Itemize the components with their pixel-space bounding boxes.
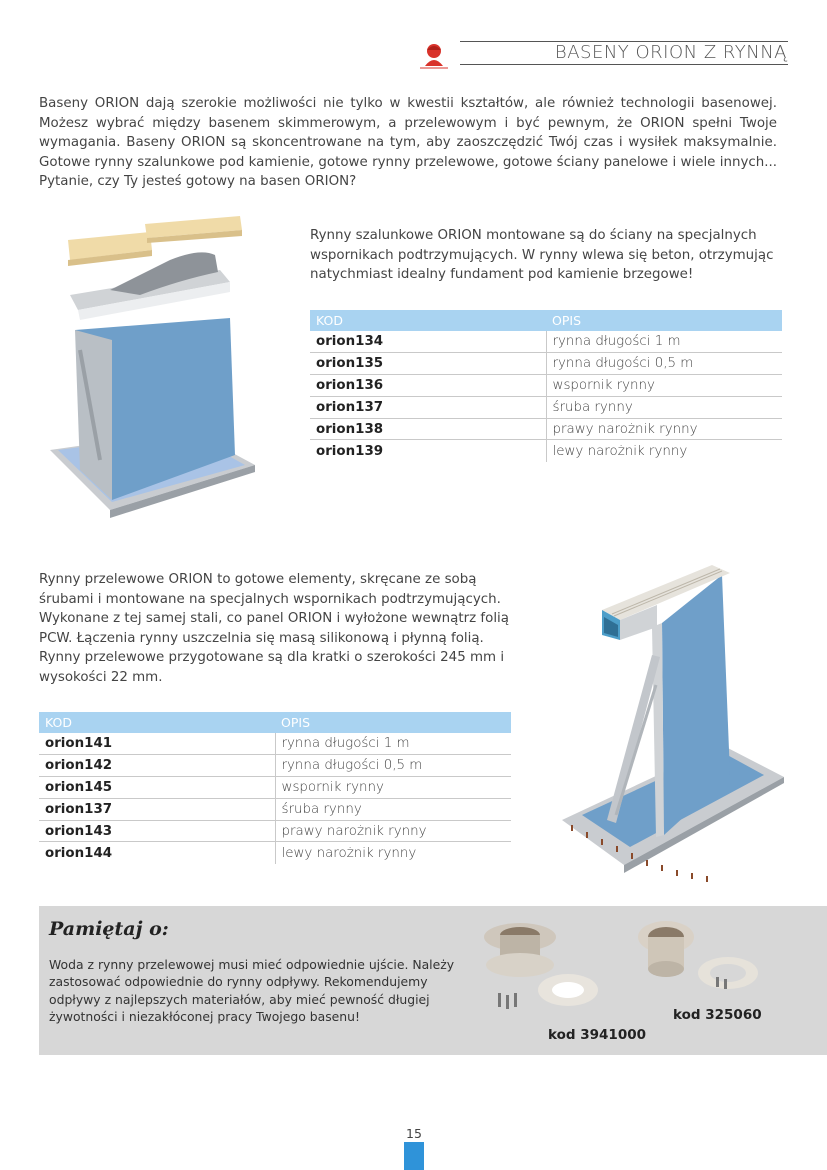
column-header-code: KOD <box>39 712 275 733</box>
drain-fitting-image <box>478 915 600 1023</box>
table-row <box>310 331 782 353</box>
product-code: orion139 <box>316 443 384 459</box>
product-code-325060: kod 325060 <box>673 1007 762 1023</box>
product-code: orion137 <box>39 798 275 820</box>
table-header-row <box>39 712 511 733</box>
formwork-gutter-description: Rynny szalunkowe ORION montowane są do ściany na specjalnych wspornikach podtrzymujących. W rynny wlewa się beton, otrzymując natychmiast idealny fundament pod kamienie brzegowe! <box>310 228 774 282</box>
table-row <box>310 418 782 440</box>
product-description: lewy narożnik rynny <box>275 842 511 864</box>
table-row <box>310 353 782 375</box>
product-code: orion135 <box>310 353 546 375</box>
product-description: rynna długości 1 m <box>546 331 782 353</box>
product-description: prawy narożnik rynny <box>546 418 782 440</box>
intro-paragraph: Baseny ORION dają szerokie możliwości nie tylko w kwestii kształtów, ale również technologii basenowej. Możesz wybrać między basenem skimmerowym, a przelewowym i być pewnym, że ORION spełni Twoje wymagania. Baseny ORION są skoncentrowane na tym, aby zaoszczędzić Twój czas i wysiłek maksymalnie. Gotowe rynny szalunkowe pod kamienie, gotowe rynny przelewowe, gotowe ściany panelowe i wiele innych... Pytanie, czy Ty jesteś gotowy na basen ORION? <box>39 96 777 189</box>
column-header-description: OPIS <box>275 712 511 733</box>
table-row <box>39 798 511 820</box>
product-code: orion143 <box>39 820 275 842</box>
overflow-gutter-image <box>552 565 790 885</box>
product-description: rynna długości 0,5 m <box>275 755 511 777</box>
product-description: rynna długości 1 m <box>275 733 511 755</box>
product-code: orion138 <box>310 418 546 440</box>
column-header-code: KOD <box>310 310 546 331</box>
product-code: orion145 <box>39 777 275 799</box>
product-description: śruba rynny <box>275 798 511 820</box>
formwork-gutter-table <box>310 310 782 462</box>
table-row <box>310 375 782 397</box>
product-code: orion142 <box>39 755 275 777</box>
table-row <box>39 820 511 842</box>
table-row <box>39 777 511 799</box>
page-title: BASENY ORION Z RYNNĄ <box>554 42 787 63</box>
product-code: orion134 <box>310 331 546 353</box>
product-description: lewy narożnik rynny <box>546 440 782 462</box>
column-header-description: OPIS <box>546 310 782 331</box>
drain-fitting-image <box>632 915 764 1005</box>
table-row <box>39 842 511 864</box>
reminder-text: Woda z rynny przelewowej musi mieć odpowiednie ujście. Należy zastosować odpowiednie do rynny odpływy. Rekomendujemy odpływy z najlepszych materiałów, aby mieć pewność długiej żywotności i niezakłóconej pracy Twojego basenu! <box>49 957 455 1025</box>
product-code-3941000: kod 3941000 <box>548 1027 647 1043</box>
overflow-gutter-description: Rynny przelewowe ORION to gotowe elementy, skręcane ze sobą śrubami i montowane na specjalnych wspornikach podtrzymujących. Wykonane z tej samej stali, co panel ORION i wyłożone wewnątrz folią PCW. Łączenia rynny uszczelnia się masą silikonową i płynną folią. Rynny przelewowe przygotowane są dla kratki o szerokości 245 mm i wysokości 22 mm. <box>39 572 509 685</box>
product-description: wspornik rynny <box>275 777 511 799</box>
product-code: orion141 <box>39 733 275 755</box>
product-code: orion144 <box>45 845 113 861</box>
page-number: 15 <box>406 1126 422 1141</box>
reminder-title: Pamiętaj o: <box>49 918 169 940</box>
product-description: wspornik rynny <box>546 375 782 397</box>
table-row <box>39 733 511 755</box>
product-code: orion137 <box>310 396 546 418</box>
formwork-gutter-image <box>40 210 266 528</box>
table-row <box>310 440 782 462</box>
header-rule-bottom <box>460 64 788 65</box>
product-code: orion136 <box>310 375 546 397</box>
table-header-row <box>310 310 782 331</box>
table-row <box>39 755 511 777</box>
product-description: prawy narożnik rynny <box>275 820 511 842</box>
product-description: rynna długości 0,5 m <box>546 353 782 375</box>
overflow-gutter-table <box>39 712 511 864</box>
table-row <box>310 396 782 418</box>
brand-logo-icon <box>414 36 454 72</box>
page-tab-marker <box>404 1142 424 1170</box>
product-description: śruba rynny <box>546 396 782 418</box>
